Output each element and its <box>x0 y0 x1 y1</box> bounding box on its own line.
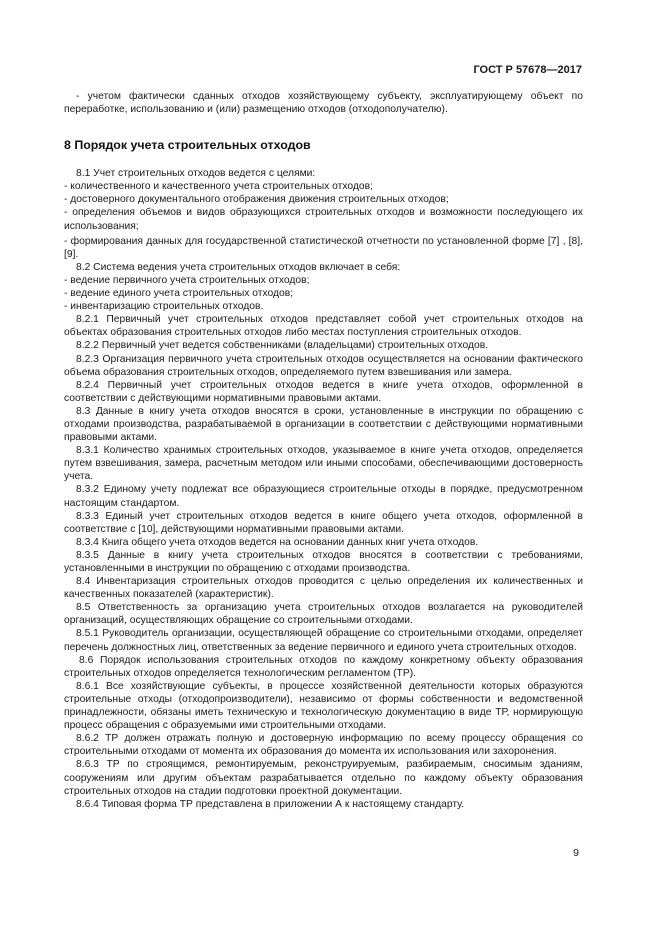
paragraph-8-3-3: 8.3.3 Единый учет строительных отходов ведется в книге общего учета отходов, оформленной в соответствие с [10], действующими нормативными правовыми актами. <box>64 510 583 535</box>
paragraph-8-2-3: 8.2.3 Организация первичного учета строительных отходов осуществляется на основании фактического объема образования строительных отходов, определяемого путем взвешивания или замера. <box>64 353 583 378</box>
list-item: - определения объемов и видов образующихся строительных отходов и возможности последующего их использования; <box>64 207 583 232</box>
intro-paragraph: - учетом фактически сданных отходов хозяйствующему субъекту, эксплуатирующему объект по переработке, использованию и (или) размещению отходов (отходополучателю). <box>64 91 583 116</box>
document-body <box>64 90 583 811</box>
page-number: 9 <box>573 847 579 859</box>
list-item: - ведение единого учета строительных отходов; <box>64 288 294 300</box>
paragraph-8-6-3: 8.6.3 ТР по строящимся, ремонтируемым, реконструируемым, разбираемым, сносимым зданиям, сооружениям или другим объектам разрабатывается отдельно по каждому объекту образования строительных отходов на стадии подготовки проектной документации. <box>64 759 583 797</box>
document-code: ГОСТ Р 57678—2017 <box>473 64 582 76</box>
paragraph-8-5: 8.5 Ответственность за организацию учета строительных отходов возлагается на руководителей организаций, осуществляющих обращение со строительными отходами. <box>64 602 583 627</box>
paragraph-8-3-5: 8.3.5 Данные в книгу учета строительных отходов вносятся в соответствии с требованиями, установленными в инструкции по обращению с отходами производства. <box>64 549 583 574</box>
paragraph-8-2-1: 8.2.1 Первичный учет строительных отходов представляет собой учет строительных отходов на объектах образования строительных отходов либо местах поступления строительных отходов. <box>64 314 583 339</box>
paragraph-8-6: 8.6 Порядок использования строительных отходов по каждому конкретному объекту образования строительных отходов определяется технологическим регламентом (ТР). <box>64 654 583 679</box>
paragraph-8-6-1: 8.6.1 Все хозяйствующие субъекты, в процессе хозяйственной деятельности которых образуются строительные отходы (отходопроизводители), независимо от формы собственности и ведомственной принадлежности, обязаны иметь техническую и технологическую документацию в виде ТР, нормирующую процесс обращения с образуемыми ими строительными отходами. <box>64 680 583 732</box>
paragraph-8-6-2: 8.6.2 ТР должен отражать полную и достоверную информацию по всему процессу обращения со строительными отходами от момента их образования до момента их использования или захоронения. <box>64 733 583 758</box>
paragraph-8-2: 8.2 Система ведения учета строительных отходов включает в себя: <box>76 261 401 273</box>
paragraph-8-5-1: 8.5.1 Руководитель организации, осуществляющей обращение со строительными отходами, определяет перечень должностных лиц, ответственных за ведение первичного и единого учета строительных отходов. <box>64 628 583 653</box>
section-heading: 8 Порядок учета строительных отходов <box>64 138 311 153</box>
list-item: - количественного и качественного учета строительных отходов; <box>64 181 373 193</box>
list-item: - инвентаризацию строительных отходов. <box>64 301 264 313</box>
paragraph-8-3: 8.3 Данные в книгу учета отходов вносятся в сроки, установленные в инструкции по обращению с отходами производства, разрабатываемой в организации в соответствии с действующими нормативными правовыми актами. <box>64 405 583 444</box>
paragraph-8-2-2: 8.2.2 Первичный учет ведется собственниками (владельцами) строительных отходов. <box>76 340 489 352</box>
list-item: - достоверного документального отображения движения строительных отходов; <box>64 194 449 206</box>
paragraph-8-3-1: 8.3.1 Количество хранимых строительных отходов, указываемое в книге учета отходов, определяется путем взвешивания, замера, расчетным методом или иными способами, обеспечивающими достоверность учета. <box>64 445 583 483</box>
paragraph-8-2-4: 8.2.4 Первичный учет строительных отходов ведется в книге учета отходов, оформленной в соответствии с действующими нормативными правовыми актами. <box>64 379 583 404</box>
paragraph-8-6-4: 8.6.4 Типовая форма ТР представлена в приложении А к настоящему стандарту. <box>76 798 465 810</box>
paragraph-8-1: 8.1 Учет строительных отходов ведется с целями: <box>76 168 316 180</box>
paragraph-8-3-4: 8.3.4 Книга общего учета отходов ведется на основании данных книг учета отходов. <box>76 536 479 548</box>
paragraph-8-4: 8.4 Инвентаризация строительных отходов проводится с целью определения их количественных и качественных показателей (характеристик). <box>64 576 583 601</box>
list-item: - формирования данных для государственной статистической отчетности по установленной форме [7] , [8], [9]. <box>64 235 583 260</box>
paragraph-8-3-2: 8.3.2 Единому учету подлежат все образующиеся строительные отходы в порядке, предусмотренном настоящим стандартом. <box>64 484 583 509</box>
list-item: - ведение первичного учета строительных отходов; <box>64 274 310 286</box>
